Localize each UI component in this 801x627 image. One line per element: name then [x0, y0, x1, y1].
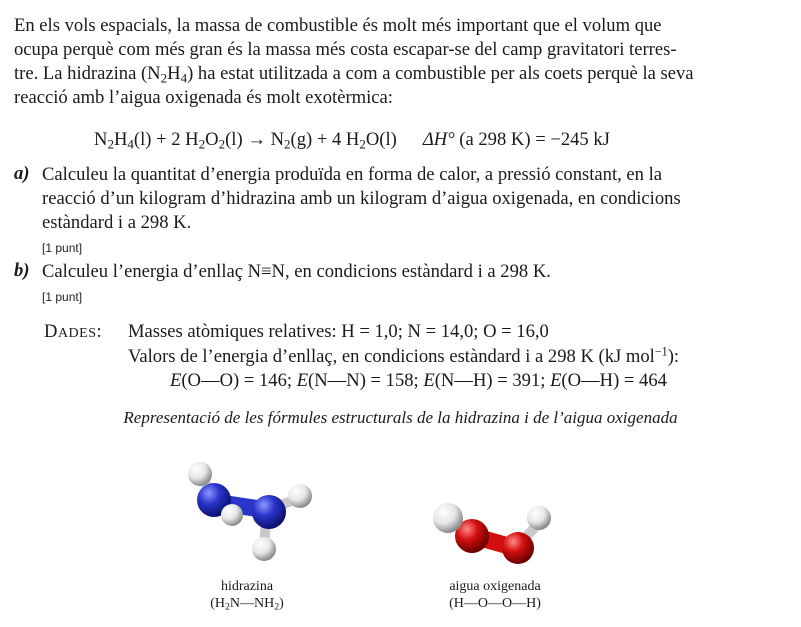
nitrogen-atom: [252, 495, 286, 529]
intro-line: En els vols espacials, la massa de combustible és molt més important que el volum que: [14, 15, 662, 36]
hydrazine-name: hidrazina: [220, 579, 274, 594]
hydrogen-atom: [252, 537, 276, 561]
peroxide-name: aigua oxigenada: [449, 579, 541, 594]
question-a-line: Calculeu la quantitat d’energia produïda en forma de calor, a pressió constant, en la: [42, 164, 663, 185]
question-b-line: Calculeu l’energia d’enllaç N≡N, en condicions estàndard i a 298 K.: [42, 261, 551, 282]
intro-paragraph: [14, 14, 784, 110]
enthalpy-symbol: ΔH°: [422, 129, 455, 150]
dades-bond-energies-values: E(O—O) = 146; E(N—N) = 158; E(N—H) = 391; E(O—H) = 464: [170, 370, 667, 391]
hydrazine-label: [182, 578, 312, 612]
hydrazine-formula: $(H_2N—NH_2)$: [210, 596, 284, 613]
figure-caption: Representació de les fórmules estructurals de la hidrazina i de l’aigua oxigenada: [123, 408, 678, 427]
question-a-line: estàndard i a 298 K.: [42, 212, 192, 233]
dades-label: DADES:: [44, 321, 103, 342]
dades-masses: Masses atòmiques relatives: H = 1,0; N = 14,0; O = 16,0: [128, 321, 549, 342]
intro-line: ocupa perquè com més gran és la massa més costa escapar-se del camp gravitatori terres-: [14, 39, 677, 60]
hydrogen-atom: [433, 503, 463, 533]
hydrogen-atom: [288, 484, 312, 508]
question-a-line: reacció d’un kilogram d’hidrazina amb un kilogram d’aigua oxigenada, en condicions: [42, 188, 681, 209]
hydrogen-atom: [221, 504, 243, 526]
peroxide-formula: (H—O—O—H): [449, 596, 541, 611]
intro-line: tre. La hidrazina $(N_2H_4)$ ha estat utilitzada a com a combustible per als coets perquè la seva: [14, 63, 694, 86]
dades-bond-energies-heading: Valors de l’energia d’enllaç, en condicions estàndard i a 298 K (kJ mol$^{-1}$):: [128, 344, 680, 367]
hydrogen-peroxide-molecule-model: [418, 478, 568, 573]
question-a-text: [42, 163, 782, 235]
question-a-points: [1 punt]: [42, 241, 83, 255]
hydrogen-atom: [527, 506, 551, 530]
oxygen-atom: [502, 532, 534, 564]
intro-line: reacció amb l’aigua oxigenada és molt exotèrmica:: [14, 87, 393, 108]
question-b-points: [1 punt]: [42, 290, 83, 304]
question-b-text: [42, 260, 782, 284]
question-a-label: a): [14, 163, 30, 184]
peroxide-label: [430, 578, 560, 612]
hydrogen-atom: [188, 462, 212, 486]
reaction-arrow: →: [247, 129, 266, 150]
reaction-equation: $N_2H_4(l) + 2$ $H_2O_2(l) \to N_2(g) + 4$ $H_2O(l)$ ΔH° (a 298 K) = −245 kJ: [94, 129, 610, 152]
question-b-label: b): [14, 260, 30, 281]
hydrazine-molecule-model: [172, 450, 322, 570]
enthalpy-value: (a 298 K) = −245 kJ: [459, 129, 610, 150]
